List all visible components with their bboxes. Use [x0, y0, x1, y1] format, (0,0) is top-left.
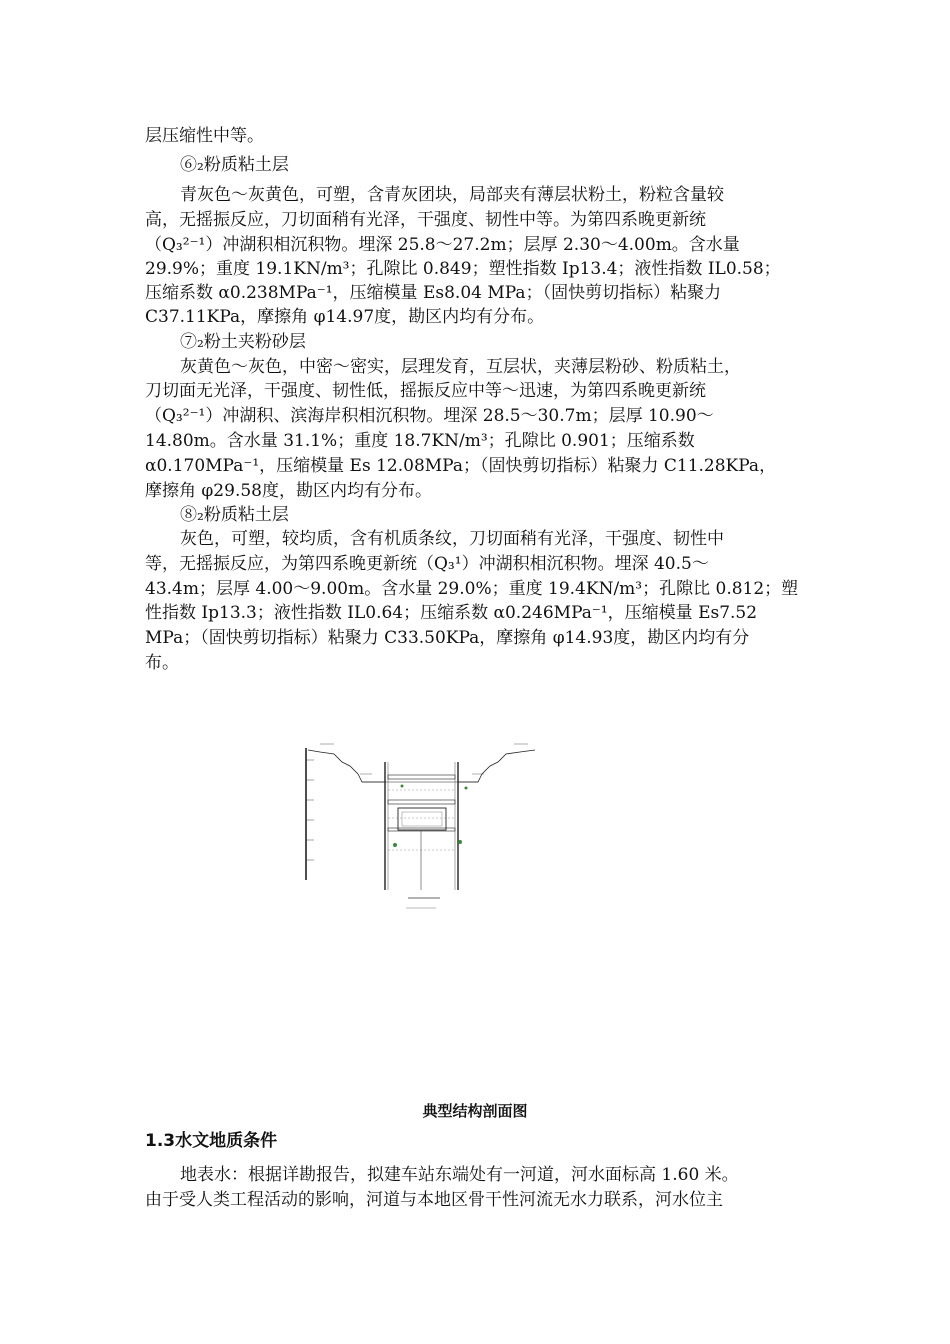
paragraph-continuation: 层压缩性中等。 [145, 126, 264, 146]
layer6-line-1: 青灰色～灰黄色，可塑，含青灰团块，局部夹有薄层状粉土，粉粒含量较 [180, 185, 724, 205]
layer8-line-1: 灰色，可塑，较均质，含有机质条纹，刀切面稍有光泽，干强度、韧性中 [180, 529, 724, 549]
layer8-line-6: 布。 [145, 653, 179, 673]
layer7-line-3: （Q₃²⁻¹）冲湖积、滨海岸积相沉积物。埋深 28.5～30.7m；层厚 10.90～ [145, 406, 714, 426]
layer6-line-6: C37.11KPa，摩擦角 φ14.97度，勘区内均有分布。 [145, 307, 545, 327]
layer6-line-2: 高，无摇振反应，刀切面稍有光泽，干强度、韧性中等。为第四系晚更新统 [145, 210, 706, 230]
layer7-line-4: 14.80m。含水量 31.1%；重度 18.7KN/m³；孔隙比 0.901；压缩系数 [145, 431, 695, 451]
layer6-line-4: 29.9%；重度 19.1KN/m³；孔隙比 0.849；塑性指数 Ip13.4；液性指数 IL0.58； [145, 259, 781, 279]
hydro-line-1: 地表水：根据详勘报告，拟建车站东端处有一河道，河水面标高 1.60 米。 [180, 1165, 739, 1185]
layer6-heading: ⑥₂粉质粘土层 [180, 155, 289, 175]
layer6-line-3: （Q₃²⁻¹）冲湖积相沉积物。埋深 25.8～27.2m；层厚 2.30～4.00m。含水量 [145, 235, 740, 255]
layer6-line-5: 压缩系数 α0.238MPa⁻¹，压缩模量 Es8.04 MPa；（固快剪切指标）粘聚力 [145, 283, 722, 303]
layer8-heading: ⑧₂粉质粘土层 [180, 505, 289, 525]
layer7-line-5: α0.170MPa⁻¹，压缩模量 Es 12.08MPa；（固快剪切指标）粘聚力 C11.28KPa， [145, 456, 777, 476]
structure-section-drawing [300, 740, 540, 912]
layer8-line-5: MPa；（固快剪切指标）粘聚力 C33.50KPa，摩擦角 φ14.93度，勘区内均有分 [145, 628, 750, 648]
layer7-line-1: 灰黄色～灰色，中密～密实，层理发育，互层状，夹薄层粉砂、粉质粘土， [180, 357, 741, 377]
layer8-line-2: 等，无摇振反应，为第四系晚更新统（Q₃¹）冲湖积相沉积物。埋深 40.5～ [145, 554, 709, 574]
layer7-heading: ⑦₂粉土夹粉砂层 [180, 332, 306, 352]
layer7-line-2: 刀切面无光泽，干强度、韧性低，摇振反应中等～迅速，为第四系晚更新统 [145, 381, 706, 401]
hydro-line-2: 由于受人类工程活动的影响，河道与本地区骨干性河流无水力联系，河水位主 [145, 1190, 723, 1210]
layer7-line-6: 摩擦角 φ29.58度，勘区内均有分布。 [145, 481, 432, 501]
figure-caption: 典型结构剖面图 [422, 1102, 528, 1120]
section-title: 1.3水文地质条件 [145, 1131, 278, 1151]
layer8-line-3: 43.4m；层厚 4.00～9.00m。含水量 29.0%；重度 19.4KN/m³；孔隙比 0.812；塑 [145, 579, 799, 599]
layer8-line-4: 性指数 Ip13.3；液性指数 IL0.64；压缩系数 α0.246MPa⁻¹，压缩模量 Es7.52 [145, 603, 758, 623]
